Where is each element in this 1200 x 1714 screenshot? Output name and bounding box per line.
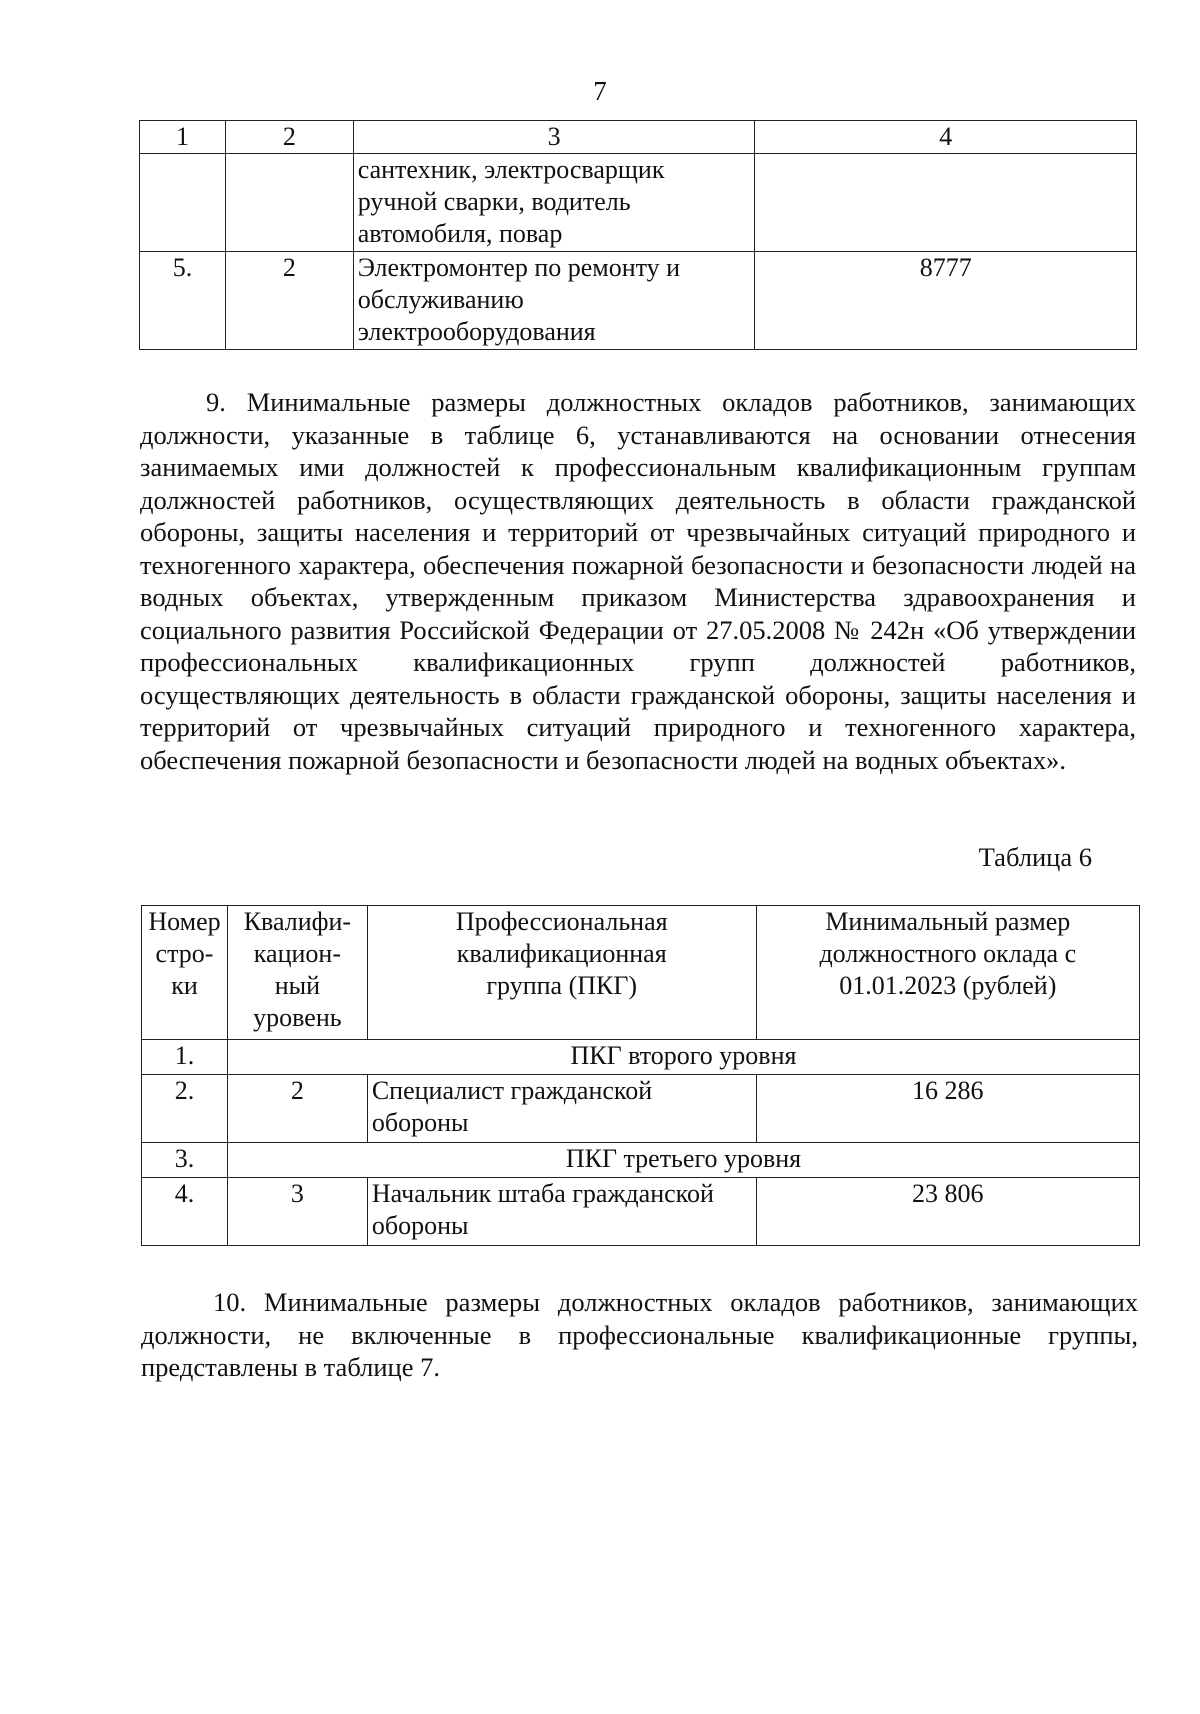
level-cell xyxy=(225,154,353,252)
table-row xyxy=(142,1075,1140,1143)
position-cell: Начальник штаба гражданской обороны xyxy=(367,1178,756,1246)
header-row-number: Номер стро-ки xyxy=(142,906,228,1040)
table-row xyxy=(140,252,1137,350)
column-number-4: 4 xyxy=(755,121,1137,154)
salary-cell: 8777 xyxy=(755,252,1137,350)
table-6 xyxy=(141,905,1140,1246)
table-row xyxy=(142,1040,1140,1075)
header-minimum-salary: Минимальный размер должностного оклада с 01.01.2023 (рублей) xyxy=(756,906,1139,1040)
paragraph-9: 9. Минимальные размеры должностных окладов работников, занимающих должности, указанные в таблице 6, устанавливаются на основании отнесения занимаемых ими должностей к профессиональным квалификационным группам должностей работников, осуществляющих деятельность в области гражданской обороны, защиты населения и территорий от чрезвычайных ситуаций природного и техногенного характера, обеспечения пожарной безопасности и безопасности людей на водных объектах, утвержденным приказом Министерства здравоохранения и социального развития Российской Федерации от 27.05.2008 № 242н «Об утверждении профессиональных квалификационных групп должностей работников, осуществляющих деятельность в области гражданской обороны, защиты населения и территорий от чрезвычайных ситуаций природного и техногенного характера, обеспечения пожарной безопасности и безопасности людей на водных объектах». xyxy=(140,387,1136,775)
position-cell: Электромонтер по ремонту и обслуживанию электрооборудования xyxy=(353,252,755,350)
row-number-cell: 5. xyxy=(140,252,226,350)
column-number-1: 1 xyxy=(140,121,226,154)
table-header-row xyxy=(140,121,1137,154)
row-number-cell: 4. xyxy=(142,1178,228,1246)
table-row xyxy=(140,154,1137,252)
column-number-2: 2 xyxy=(225,121,353,154)
page-number: 7 xyxy=(593,76,607,106)
group-heading-cell: ПКГ третьего уровня xyxy=(227,1143,1139,1178)
table-row xyxy=(142,1143,1140,1178)
group-heading-cell: ПКГ второго уровня xyxy=(227,1040,1139,1075)
column-number-3: 3 xyxy=(353,121,755,154)
header-professional-group: Профессиональная квалификационная группа (ПКГ) xyxy=(367,906,756,1040)
row-number-cell: 2. xyxy=(142,1075,228,1143)
continuation-table xyxy=(139,120,1137,350)
row-number-cell: 1. xyxy=(142,1040,228,1075)
table-6-header-row xyxy=(142,906,1140,1040)
row-number-cell: 3. xyxy=(142,1143,228,1178)
salary-cell: 16 286 xyxy=(756,1075,1139,1143)
position-cell: Специалист гражданской обороны xyxy=(367,1075,756,1143)
level-cell: 2 xyxy=(225,252,353,350)
level-cell: 2 xyxy=(227,1075,367,1143)
table-row xyxy=(142,1178,1140,1246)
salary-cell xyxy=(755,154,1137,252)
row-number-cell xyxy=(140,154,226,252)
position-cell: сантехник, электросварщик ручной сварки, водитель автомобиля, повар xyxy=(353,154,755,252)
header-qualification-level: Квалифи-кацион-ный уровень xyxy=(227,906,367,1040)
salary-cell: 23 806 xyxy=(756,1178,1139,1246)
level-cell: 3 xyxy=(227,1178,367,1246)
table-6-caption: Таблица 6 xyxy=(978,842,1092,872)
paragraph-10: 10. Минимальные размеры должностных окладов работников, занимающих должности, не включенные в профессиональные квалификационные группы, представлены в таблице 7. xyxy=(141,1287,1138,1382)
